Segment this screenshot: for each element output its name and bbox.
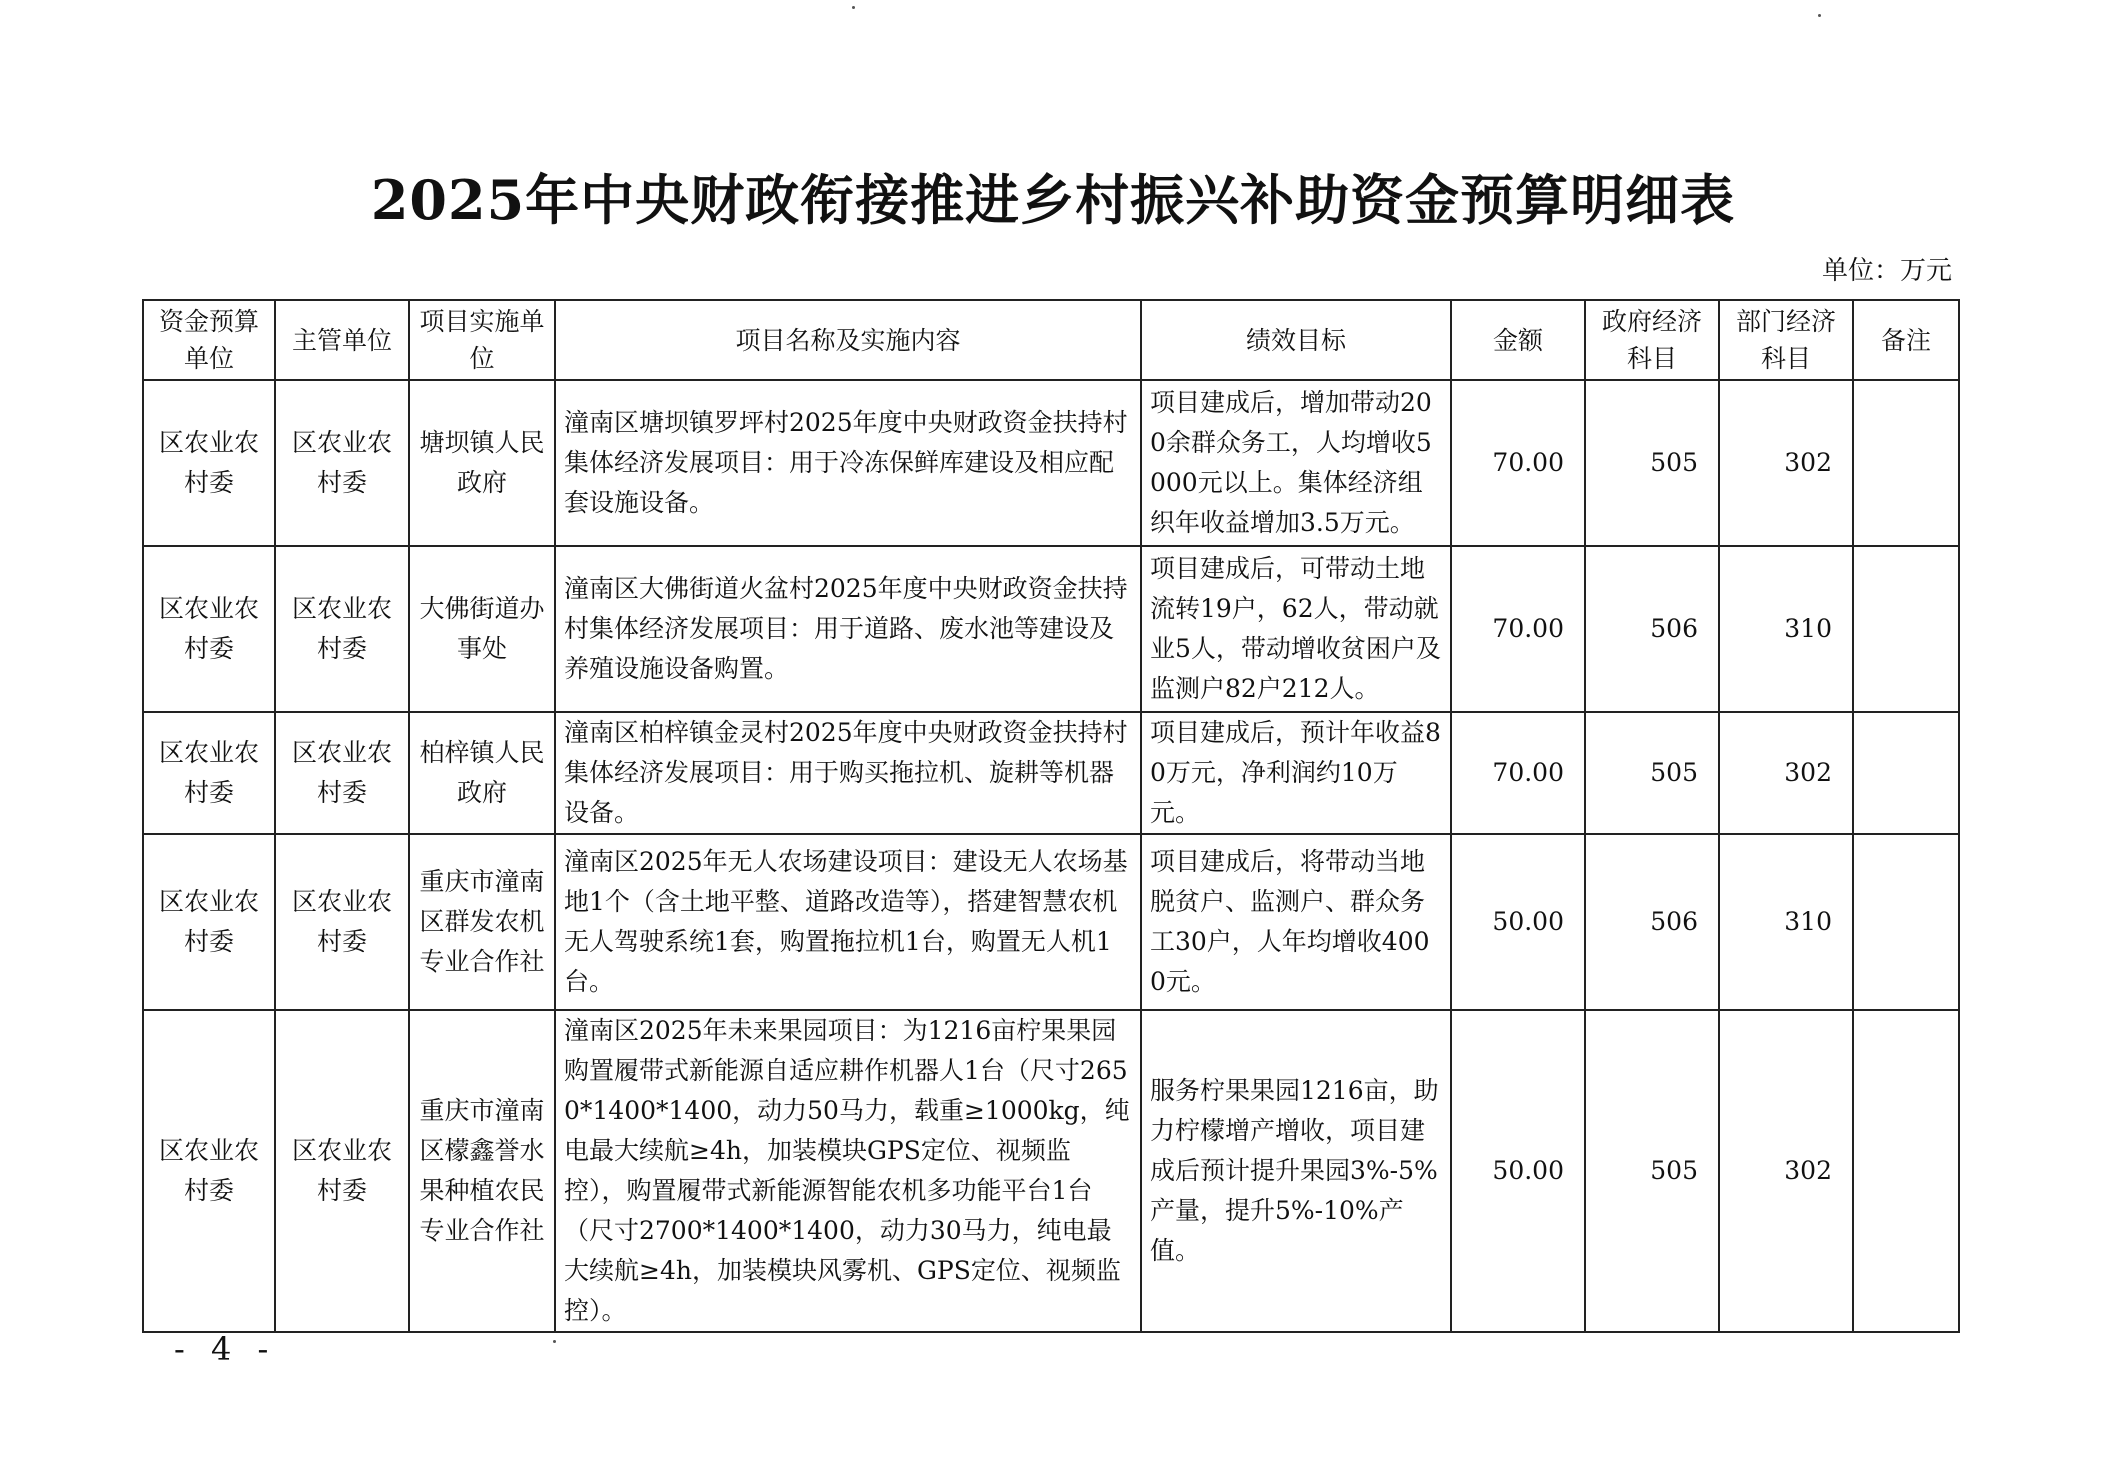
- cell-goal: 项目建成后，预计年收益80万元，净利润约10万元。: [1141, 712, 1451, 834]
- cell-amount: 70.00: [1451, 380, 1585, 546]
- cell-competent-unit: 区农业农村委: [275, 712, 409, 834]
- budget-table: [142, 299, 1960, 1333]
- cell-amount: 50.00: [1451, 1010, 1585, 1332]
- cell-competent-unit: 区农业农村委: [275, 546, 409, 712]
- table-row: [143, 1010, 1959, 1332]
- cell-competent-unit: 区农业农村委: [275, 834, 409, 1010]
- table-header-row: [143, 300, 1959, 380]
- table-row: [143, 834, 1959, 1010]
- cell-dept-subject: 302: [1719, 712, 1853, 834]
- cell-project: 潼南区大佛街道火盆村2025年度中央财政资金扶持村集体经济发展项目：用于道路、废水池等建设及养殖设施设备购置。: [555, 546, 1141, 712]
- cell-remark: [1853, 546, 1959, 712]
- header-gov-subject: 政府经济科目: [1585, 300, 1719, 380]
- unit-label: 单位：万元: [1821, 256, 1952, 286]
- page-title: 2025年中央财政衔接推进乡村振兴补助资金预算明细表: [370, 168, 1736, 232]
- header-implementing-unit: 项目实施单位: [409, 300, 555, 380]
- header-dept-subject: 部门经济科目: [1719, 300, 1853, 380]
- cell-gov-subject: 506: [1585, 834, 1719, 1010]
- cell-implementing-unit: 重庆市潼南区檬鑫誉水果种植农民专业合作社: [409, 1010, 555, 1332]
- cell-implementing-unit: 塘坝镇人民政府: [409, 380, 555, 546]
- cell-gov-subject: 505: [1585, 380, 1719, 546]
- scan-speck: [1818, 14, 1821, 17]
- cell-competent-unit: 区农业农村委: [275, 1010, 409, 1332]
- cell-budget-unit: 区农业农村委: [143, 1010, 275, 1332]
- header-project: 项目名称及实施内容: [555, 300, 1141, 380]
- cell-dept-subject: 310: [1719, 834, 1853, 1010]
- cell-remark: [1853, 712, 1959, 834]
- cell-project: 潼南区柏梓镇金灵村2025年度中央财政资金扶持村集体经济发展项目：用于购买拖拉机、旋耕等机器设备。: [555, 712, 1141, 834]
- cell-budget-unit: 区农业农村委: [143, 380, 275, 546]
- cell-goal: 服务柠果果园1216亩，助力柠檬增产增收，项目建成后预计提升果园3%-5%产量，提升5%-10%产值。: [1141, 1010, 1451, 1332]
- cell-amount: 50.00: [1451, 834, 1585, 1010]
- cell-remark: [1853, 380, 1959, 546]
- cell-budget-unit: 区农业农村委: [143, 546, 275, 712]
- cell-remark: [1853, 1010, 1959, 1332]
- cell-goal: 项目建成后，可带动土地流转19户，62人，带动就业5人，带动增收贫困户及监测户82户212人。: [1141, 546, 1451, 712]
- page-number: - 4 -: [174, 1330, 277, 1368]
- cell-project: 潼南区塘坝镇罗坪村2025年度中央财政资金扶持村集体经济发展项目：用于冷冻保鲜库建设及相应配套设施设备。: [555, 380, 1141, 546]
- header-budget-unit: 资金预算单位: [143, 300, 275, 380]
- cell-competent-unit: 区农业农村委: [275, 380, 409, 546]
- cell-gov-subject: 505: [1585, 712, 1719, 834]
- cell-budget-unit: 区农业农村委: [143, 834, 275, 1010]
- cell-implementing-unit: 重庆市潼南区群发农机专业合作社: [409, 834, 555, 1010]
- cell-amount: 70.00: [1451, 546, 1585, 712]
- table-row: [143, 380, 1959, 546]
- cell-remark: [1853, 834, 1959, 1010]
- cell-gov-subject: 505: [1585, 1010, 1719, 1332]
- scan-speck: [852, 6, 855, 9]
- cell-project: 潼南区2025年未来果园项目：为1216亩柠果果园购置履带式新能源自适应耕作机器人1台（尺寸2650*1400*1400，动力50马力，载重≥1000kg，纯电最大续航≥4h，加装模块GPS定位、视频监控），购置履带式新能源智能农机多功能平台1台（尺寸2700*1400*1400，动力30马力，纯电最大续航≥4h，加装模块风雾机、GPS定位、视频监控）。: [555, 1010, 1141, 1332]
- scan-speck: [553, 1340, 556, 1343]
- cell-budget-unit: 区农业农村委: [143, 712, 275, 834]
- cell-implementing-unit: 大佛街道办事处: [409, 546, 555, 712]
- header-remark: 备注: [1853, 300, 1959, 380]
- cell-implementing-unit: 柏梓镇人民政府: [409, 712, 555, 834]
- cell-dept-subject: 302: [1719, 380, 1853, 546]
- cell-goal: 项目建成后，将带动当地脱贫户、监测户、群众务工30户，人年均增收4000元。: [1141, 834, 1451, 1010]
- header-amount: 金额: [1451, 300, 1585, 380]
- cell-amount: 70.00: [1451, 712, 1585, 834]
- cell-dept-subject: 302: [1719, 1010, 1853, 1332]
- table-row: [143, 712, 1959, 834]
- cell-dept-subject: 310: [1719, 546, 1853, 712]
- cell-project: 潼南区2025年无人农场建设项目：建设无人农场基地1个（含土地平整、道路改造等），搭建智慧农机无人驾驶系统1套，购置拖拉机1台，购置无人机1台。: [555, 834, 1141, 1010]
- header-competent-unit: 主管单位: [275, 300, 409, 380]
- header-goal: 绩效目标: [1141, 300, 1451, 380]
- cell-goal: 项目建成后，增加带动200余群众务工，人均增收5000元以上。集体经济组织年收益增加3.5万元。: [1141, 380, 1451, 546]
- cell-gov-subject: 506: [1585, 546, 1719, 712]
- table-row: [143, 546, 1959, 712]
